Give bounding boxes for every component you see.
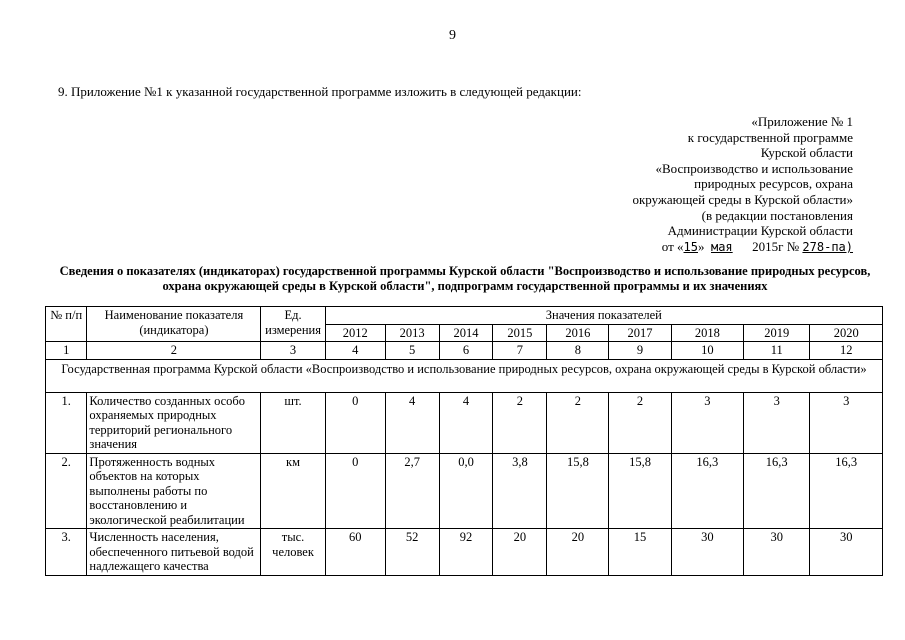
column-index: 1 — [46, 342, 87, 360]
approval-line: «Воспроизводство и использование — [655, 160, 853, 176]
column-index: 12 — [810, 342, 883, 360]
indicators-table — [45, 306, 883, 576]
row-value: 3 — [744, 392, 810, 453]
row-unit: тыс. человек — [261, 529, 325, 576]
date-prefix: от « — [661, 238, 684, 254]
date-year: 2015г № — [752, 238, 803, 254]
approval-line: Курской области — [760, 145, 853, 161]
column-index: 9 — [609, 342, 671, 360]
row-value: 2 — [547, 392, 609, 453]
intro-paragraph: 9. Приложение №1 к указанной государственной программе изложить в следующей редакции: — [58, 84, 582, 99]
row-value: 3 — [810, 392, 883, 453]
row-value: 15,8 — [609, 453, 671, 529]
approval-block — [553, 114, 853, 255]
table-row — [46, 453, 883, 529]
table-row — [46, 529, 883, 576]
header-year: 2020 — [810, 324, 883, 342]
row-name: Протяженность водных объектов на которых выполнены работы по восстановлению и экологической реабилитации — [87, 453, 261, 529]
row-value: 4 — [385, 392, 439, 453]
header-year: 2013 — [385, 324, 439, 342]
row-value: 60 — [325, 529, 385, 576]
row-value: 52 — [385, 529, 439, 576]
column-index: 10 — [671, 342, 744, 360]
row-value: 16,3 — [671, 453, 744, 529]
approval-line: окружающей среды в Курской области» — [632, 191, 853, 207]
row-num: 1. — [46, 392, 87, 453]
row-unit: шт. — [261, 392, 325, 453]
column-index: 6 — [439, 342, 493, 360]
header-year: 2015 — [493, 324, 547, 342]
row-value: 0,0 — [439, 453, 493, 529]
row-value: 2 — [609, 392, 671, 453]
column-index: 2 — [87, 342, 261, 360]
row-value: 15 — [609, 529, 671, 576]
row-value: 0 — [325, 453, 385, 529]
table-row — [46, 392, 883, 453]
row-value: 30 — [744, 529, 810, 576]
column-index: 5 — [385, 342, 439, 360]
header-name: Наименование показателя (индикатора) — [87, 307, 261, 342]
table-title: Сведения о показателях (индикаторах) государственной программы Курской области "Воспроизводство и использование природных ресурсов, охрана окружающей среды в Курской области", подпрограмм государственной программы и их значениях — [59, 264, 871, 293]
approval-line: к государственной программе — [687, 129, 853, 145]
date-month: мая — [710, 239, 733, 254]
header-year: 2018 — [671, 324, 744, 342]
approval-line: природных ресурсов, охрана — [694, 176, 853, 192]
column-index: 8 — [547, 342, 609, 360]
row-value: 0 — [325, 392, 385, 453]
column-index: 7 — [493, 342, 547, 360]
header-values: Значения показателей — [325, 307, 882, 325]
approval-line: «Приложение № 1 — [751, 114, 853, 129]
row-value: 20 — [547, 529, 609, 576]
column-index: 11 — [744, 342, 810, 360]
row-value: 16,3 — [810, 453, 883, 529]
row-value: 30 — [810, 529, 883, 576]
row-name: Численность населения, обеспеченного питьевой водой надлежащего качества — [87, 529, 261, 576]
row-value: 2 — [493, 392, 547, 453]
resolution-number: 278-па) — [802, 239, 853, 254]
row-value: 16,3 — [744, 453, 810, 529]
date-mid-quote: » — [697, 238, 705, 254]
approval-date-line — [553, 239, 853, 256]
row-value: 4 — [439, 392, 493, 453]
section-title: Государственная программа Курской области «Воспроизводство и использование природных ресурсов, охрана окружающей среды в Курской области» — [46, 359, 883, 392]
row-name: Количество созданных особо охраняемых природных территорий регионального значения — [87, 392, 261, 453]
row-value: 30 — [671, 529, 744, 576]
approval-line: Администрации Курской области — [667, 223, 853, 239]
header-year: 2014 — [439, 324, 493, 342]
page-number: 9 — [449, 28, 456, 43]
header-year: 2012 — [325, 324, 385, 342]
approval-line: (в редакции постановления — [701, 207, 853, 223]
row-value: 15,8 — [547, 453, 609, 529]
column-index: 4 — [325, 342, 385, 360]
row-num: 2. — [46, 453, 87, 529]
row-value: 20 — [493, 529, 547, 576]
row-value: 3 — [671, 392, 744, 453]
header-unit: Ед. измерения — [261, 307, 325, 342]
header-num: № п/п — [46, 307, 87, 342]
row-num: 3. — [46, 529, 87, 576]
row-unit: км — [261, 453, 325, 529]
column-index: 3 — [261, 342, 325, 360]
row-value: 92 — [439, 529, 493, 576]
row-value: 2,7 — [385, 453, 439, 529]
header-year: 2016 — [547, 324, 609, 342]
header-year: 2019 — [744, 324, 810, 342]
header-year: 2017 — [609, 324, 671, 342]
row-value: 3,8 — [493, 453, 547, 529]
date-day: 15 — [683, 239, 698, 254]
